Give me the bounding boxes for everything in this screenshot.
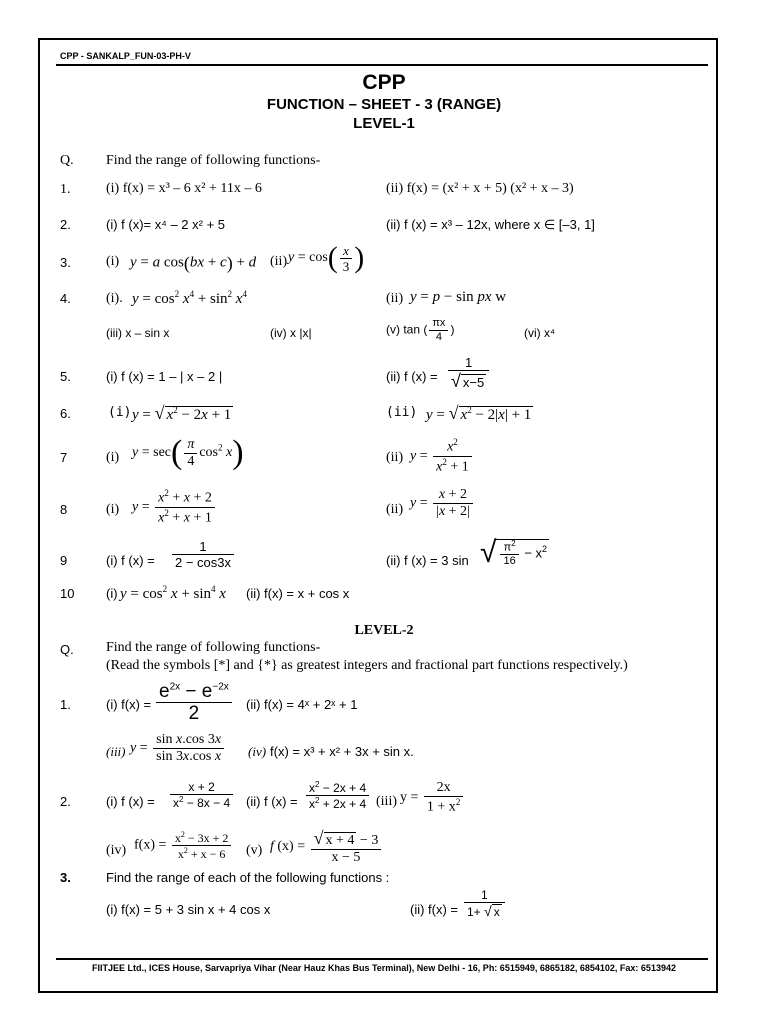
math-expression: y = p − sin px w — [410, 289, 507, 305]
problem-number: 1. — [60, 697, 71, 712]
problem-part-label: (i) — [106, 502, 120, 517]
problem-part-label: (ii) — [386, 450, 404, 465]
math-expression: $y = \cos^2 x^4 + \sin^2 x^4$ — [132, 289, 247, 307]
math-expression: $\frac{x^2 - 2x + 4}{x^2 + 2x + 4}$ — [304, 781, 371, 810]
math-expression: y = √ $x^2 - 2|x| + 1$ — [426, 403, 532, 423]
problem-part-label: (iv) — [248, 744, 267, 759]
math-expression: $\frac{e^{2x} - e^{-2x}}{2}$ — [154, 682, 234, 723]
problem-number: 4. — [60, 291, 71, 306]
header-rule — [56, 64, 708, 66]
footer-address: FIITJEE Ltd., ICES House, Sarvapriya Vihar (Near Hauz Khas Bus Terminal), New Delhi - 16, Ph: 6515949, 6865182, 6854102, Fax: 6513942 — [92, 963, 676, 973]
problem-number: 2. — [60, 217, 71, 232]
math-expression: y = $\frac{2x}{1 + x^2}$ — [400, 781, 465, 815]
problem-number: 9 — [60, 553, 68, 568]
footer-rule — [56, 958, 708, 960]
problem-part-label: (i) — [106, 254, 120, 269]
problem-number: 8 — [60, 502, 68, 517]
problem-part-label: (i) f (x) = — [106, 553, 155, 568]
sheet-code: CPP - SANKALP_FUN-03-PH-V — [60, 51, 191, 61]
problem-part-label: (ii) f(x) = — [410, 902, 459, 917]
problem-number: 3. — [60, 870, 71, 885]
level2-heading: LEVEL-2 — [354, 623, 414, 638]
problem-part-label: (iv) — [106, 843, 127, 858]
q-label: Q. — [60, 642, 74, 657]
problem-number: 3. — [60, 255, 71, 270]
problem-part-label: (v) — [246, 843, 263, 858]
problem-part: (iii) x – sin x — [106, 326, 170, 340]
math-expression: y = $\frac{\text{sin x.cos 3x}}{\text{sin 3x.cos x}}$ — [130, 733, 226, 764]
problem-number: 5. — [60, 369, 71, 384]
problem-number: 7 — [60, 450, 68, 465]
math-expression: y = a cos(bx + c) + d — [130, 253, 257, 273]
problem-part-label: (i) f (x) = — [106, 794, 155, 809]
problem-part-label: (ii) f (x) = 3 sin — [386, 553, 469, 568]
math-expression: $\frac{x + 2}{x^2 - 8x - 4}$ — [168, 781, 235, 809]
problem-part-label: (i) — [106, 450, 120, 465]
problem-part: (v) tan ( $\frac{\pi x}{4}$ ) — [386, 317, 455, 343]
math-expression: $\frac{1}{2 - \cos 3x}$ — [170, 540, 236, 569]
level1-heading: LEVEL-1 — [353, 115, 415, 132]
problem-number: 2. — [60, 794, 71, 809]
problem-part-label: (ii) — [270, 254, 288, 269]
problem-part-label: (ii) f (x) = — [386, 369, 438, 384]
problem-part-label: (ii) — [386, 405, 418, 420]
problem-number: 1. — [60, 182, 71, 197]
problem-part-label: (i) — [108, 405, 132, 420]
math-expression: $y = \cos^2 x + \sin^4 x$ — [120, 584, 226, 602]
problem-text: Find the range of each of the following functions : — [106, 870, 390, 885]
problem-number: 10 — [60, 586, 75, 601]
problem-part-label: (iii) — [376, 794, 397, 809]
problem-part: (i) f(x) = 5 + 3 sin x + 4 cos x — [106, 902, 271, 917]
problem-part: (ii) f (x) = x³ – 12x, where x ∈ [–3, 1] — [386, 217, 595, 232]
problem-number: 6. — [60, 406, 71, 421]
math-expression: y = $\frac{x^2}{x^2 + 1}$ — [410, 438, 474, 474]
problem-part: (ii) f(x) = (x² + x + 5) (x² + x – 3) — [386, 181, 574, 196]
math-expression: $\frac{1}{√ x-5}$ — [446, 356, 491, 390]
math-expression: y = $\frac{x + 2}{|x + 2|}$ — [410, 488, 475, 519]
problem-part-label: (i). — [106, 291, 123, 306]
math-expression: y = √ $x^2 - 2x + 1$ — [132, 403, 232, 423]
math-expression: $\frac{1}{1+ √ x}$ — [462, 889, 507, 918]
problem-part: (i) f(x) = x³ – 6 x² + 11x – 6 — [106, 181, 262, 196]
question-note: (Read the symbols [*] and {*} as greatest integers and fractional part functions respectively.) — [106, 658, 628, 673]
sheet-subtitle: FUNCTION – SHEET - 3 (RANGE) — [266, 96, 502, 113]
problem-part-label: (ii) — [386, 291, 404, 306]
problem-part: (iv) x |x| — [270, 326, 312, 340]
problem-part: (i) f (x) = 1 – | x – 2 | — [106, 369, 223, 384]
problem-part: f(x) = x³ + x² + 3x + sin x. — [270, 744, 414, 759]
math-expression: y = cos( $\frac{x}{3}$ ) — [288, 241, 365, 274]
problem-part-label: (ii) f (x) = — [246, 794, 298, 809]
question-text: Find the range of following functions- — [106, 153, 321, 168]
problem-part: (ii) f(x) = 4ˣ + 2ˣ + 1 — [246, 697, 358, 712]
question-text: Find the range of following functions- — [106, 640, 321, 655]
problem-part-label: (ii) — [386, 502, 404, 517]
math-expression: f(x) = $\frac{x^2 - 3x + 2}{x^2 + x - 6}$ — [134, 831, 233, 860]
math-expression: y = $\frac{x^2 + x + 2}{x^2 + x + 1}$ — [132, 489, 217, 525]
math-expression: f (x) = $\frac{√ x + 4 - 3}{x - 5}$ — [270, 829, 383, 865]
math-expression: y = sec( $\frac{\pi}{4}$ $\cos^2 x$) — [132, 434, 244, 471]
problem-part-label: (iii) — [106, 744, 126, 759]
page-title: CPP — [362, 71, 406, 94]
problem-part-label: (i) f(x) = — [106, 697, 152, 712]
problem-part: (ii) f(x) = x + cos x — [246, 586, 350, 601]
math-expression: √ $\frac{\pi^2}{16}$ − $x^2$ — [480, 536, 548, 569]
problem-part: (vi) x⁴ — [524, 326, 556, 340]
problem-part: (i) f (x)= x⁴ – 2 x² + 5 — [106, 217, 225, 232]
problem-part-label: (i) — [106, 586, 118, 601]
q-label: Q. — [60, 153, 74, 168]
